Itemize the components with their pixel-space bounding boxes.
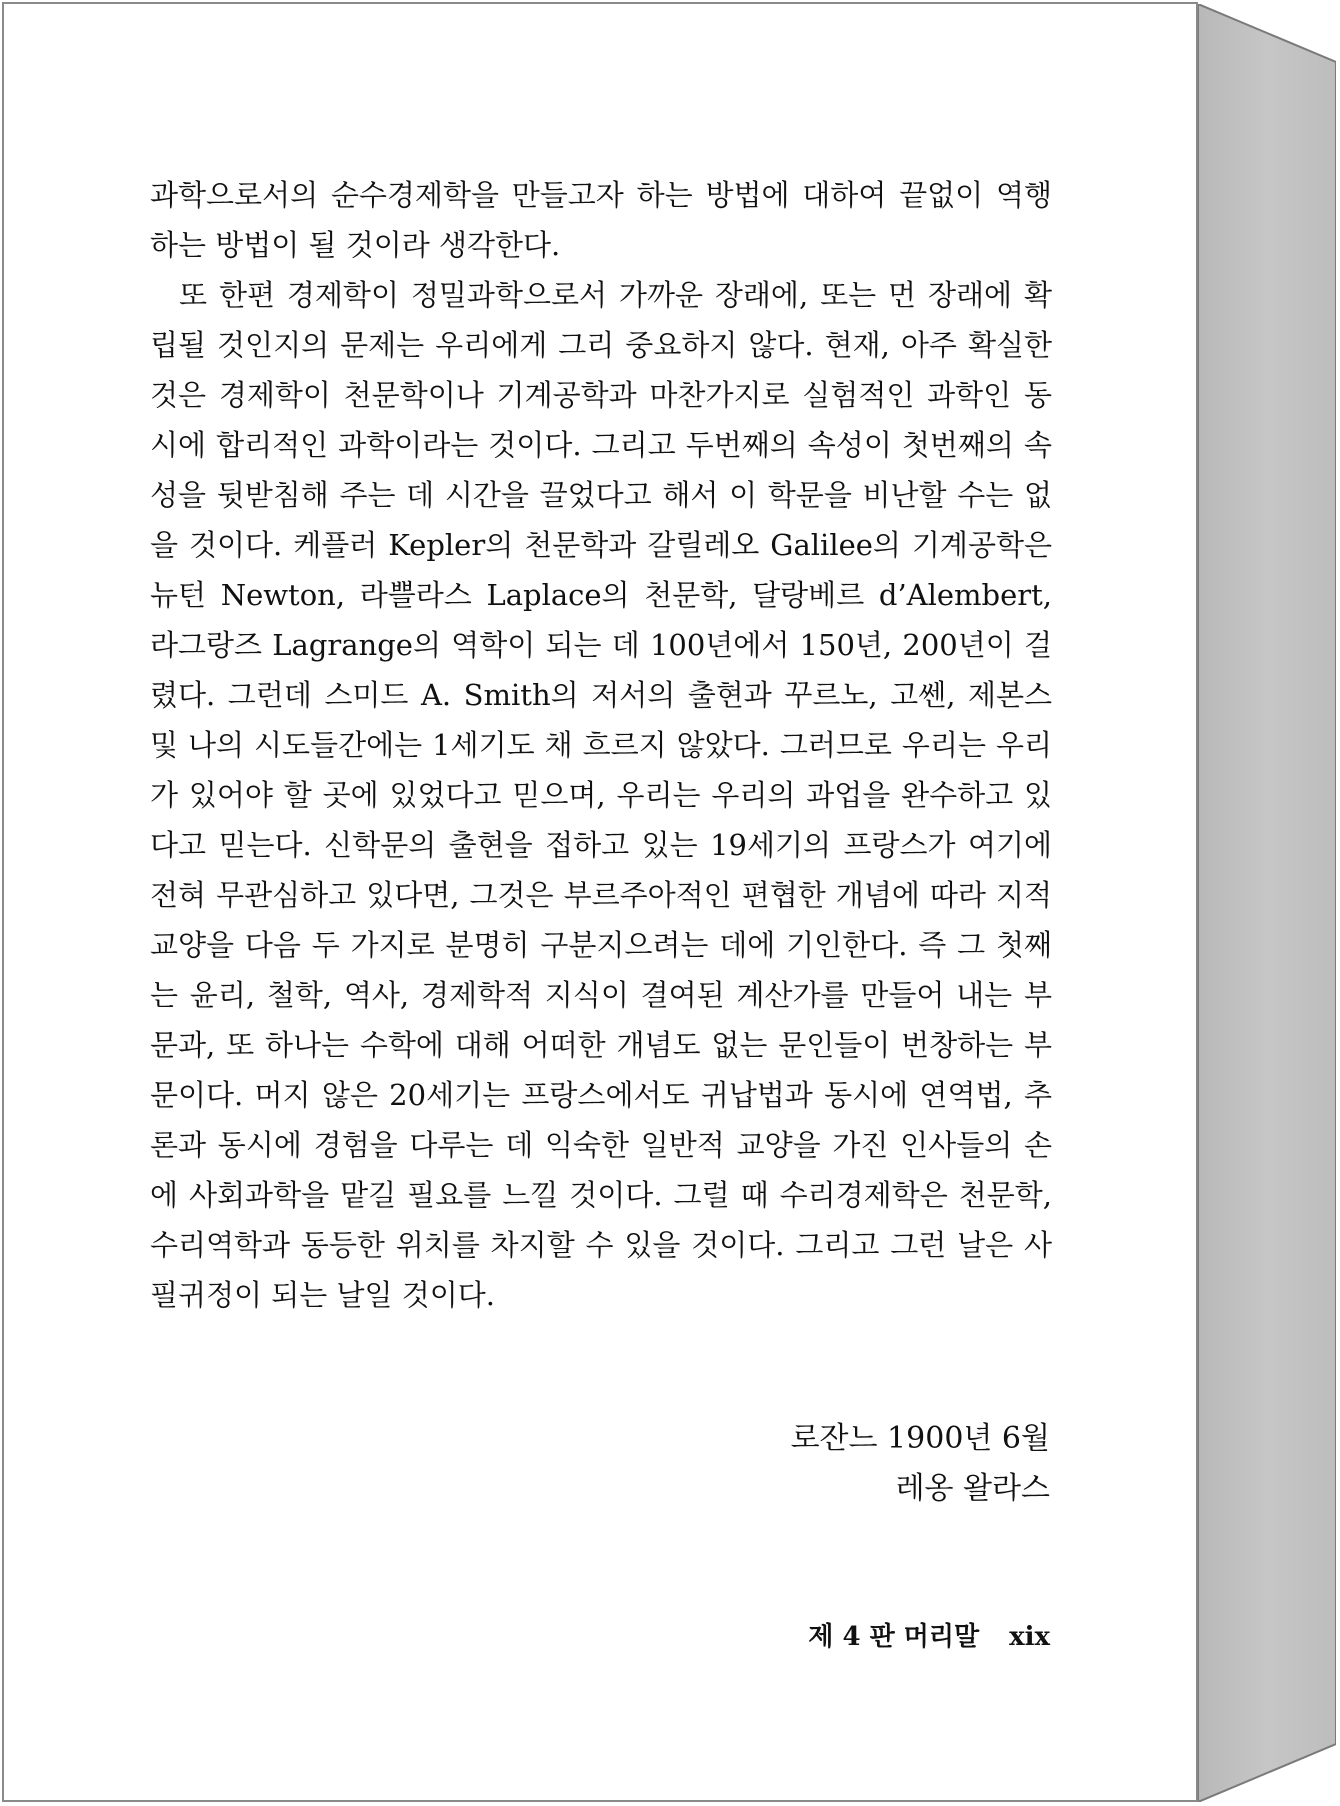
signature-author: 레옹 왈라스 — [895, 1471, 1050, 1506]
paragraph-2: 또 한편 경제학이 정밀과학으로서 가까운 장래에, 또는 먼 장래에 확립될 것인지의 문제는 우리에게 그리 중요하지 않다. 현재, 아주 확실한 것은 경제학이 천문학이나 기계공학과 마찬가지로 실험적인 과학인 동시에 합리적인 과학이라는 것이다. 그리고 두번째의 속성이 첫번째의 속성을 뒷받침해 주는 데 시간을 끌었다고 해서 이 학문을 비난할 수는 없을 것이다. 케플러 Kepler의 천문학과 갈릴레오 Galilee의 기계공학은 뉴턴 Newton, 라쁠라스 Laplace의 천문학, 달랑베르 d’Alembert, 라그랑즈 Lagrange의 역학이 되는 데 100년에서 150년, 200년이 걸렸다. 그런데 스미드 A. Smith의 저서의 출현과 꾸르노, 고쎈, 제본스 및 나의 시도들간에는 1세기도 채 흐르지 않았다. 그러므로 우리는 우리가 있어야 할 곳에 있었다고 믿으며, 우리는 우리의 과업을 완수하고 있다고 믿는다. 신학문의 출현을 접하고 있는 19세기의 프랑스가 여기에 전혀 무관심하고 있다면, 그것은 부르주아적인 편협한 개념에 따라 지적 교양을 다음 두 가지로 분명히 구분지으려는 데에 기인한다. 즉 그 첫째는 윤리, 철학, 역사, 경제학적 지식이 결여된 계산가를 만들어 내는 부문과, 또 하나는 수학에 대해 어떠한 개념도 없는 문인들이 번창하는 부문이다. 머지 않은 20세기는 프랑스에서도 귀납법과 동시에 연역법, 추론과 동시에 경험을 다루는 데 익숙한 일반적 교양을 가진 인사들의 손에 사회과학을 맡길 필요를 느낄 것이다. 그럴 때 수리경제학은 천문학, 수리역학과 동등한 위치를 차지할 수 있을 것이다. 그리고 그런 날은 사필귀정이 되는 날일 것이다. — [150, 278, 1052, 1312]
signature-place-date: 로잔느 1900년 6월 — [790, 1421, 1050, 1456]
running-footer — [808, 1616, 1050, 1653]
footer-section-title: 제 4 판 머리말 — [808, 1622, 980, 1652]
body-text — [150, 170, 1052, 1320]
paragraph-1: 과학으로서의 순수경제학을 만들고자 하는 방법에 대하여 끝없이 역행하는 방법이 될 것이라 생각한다. — [150, 178, 1052, 262]
book-edge-shading — [1198, 4, 1336, 1802]
page-number: xix — [1009, 1622, 1050, 1652]
